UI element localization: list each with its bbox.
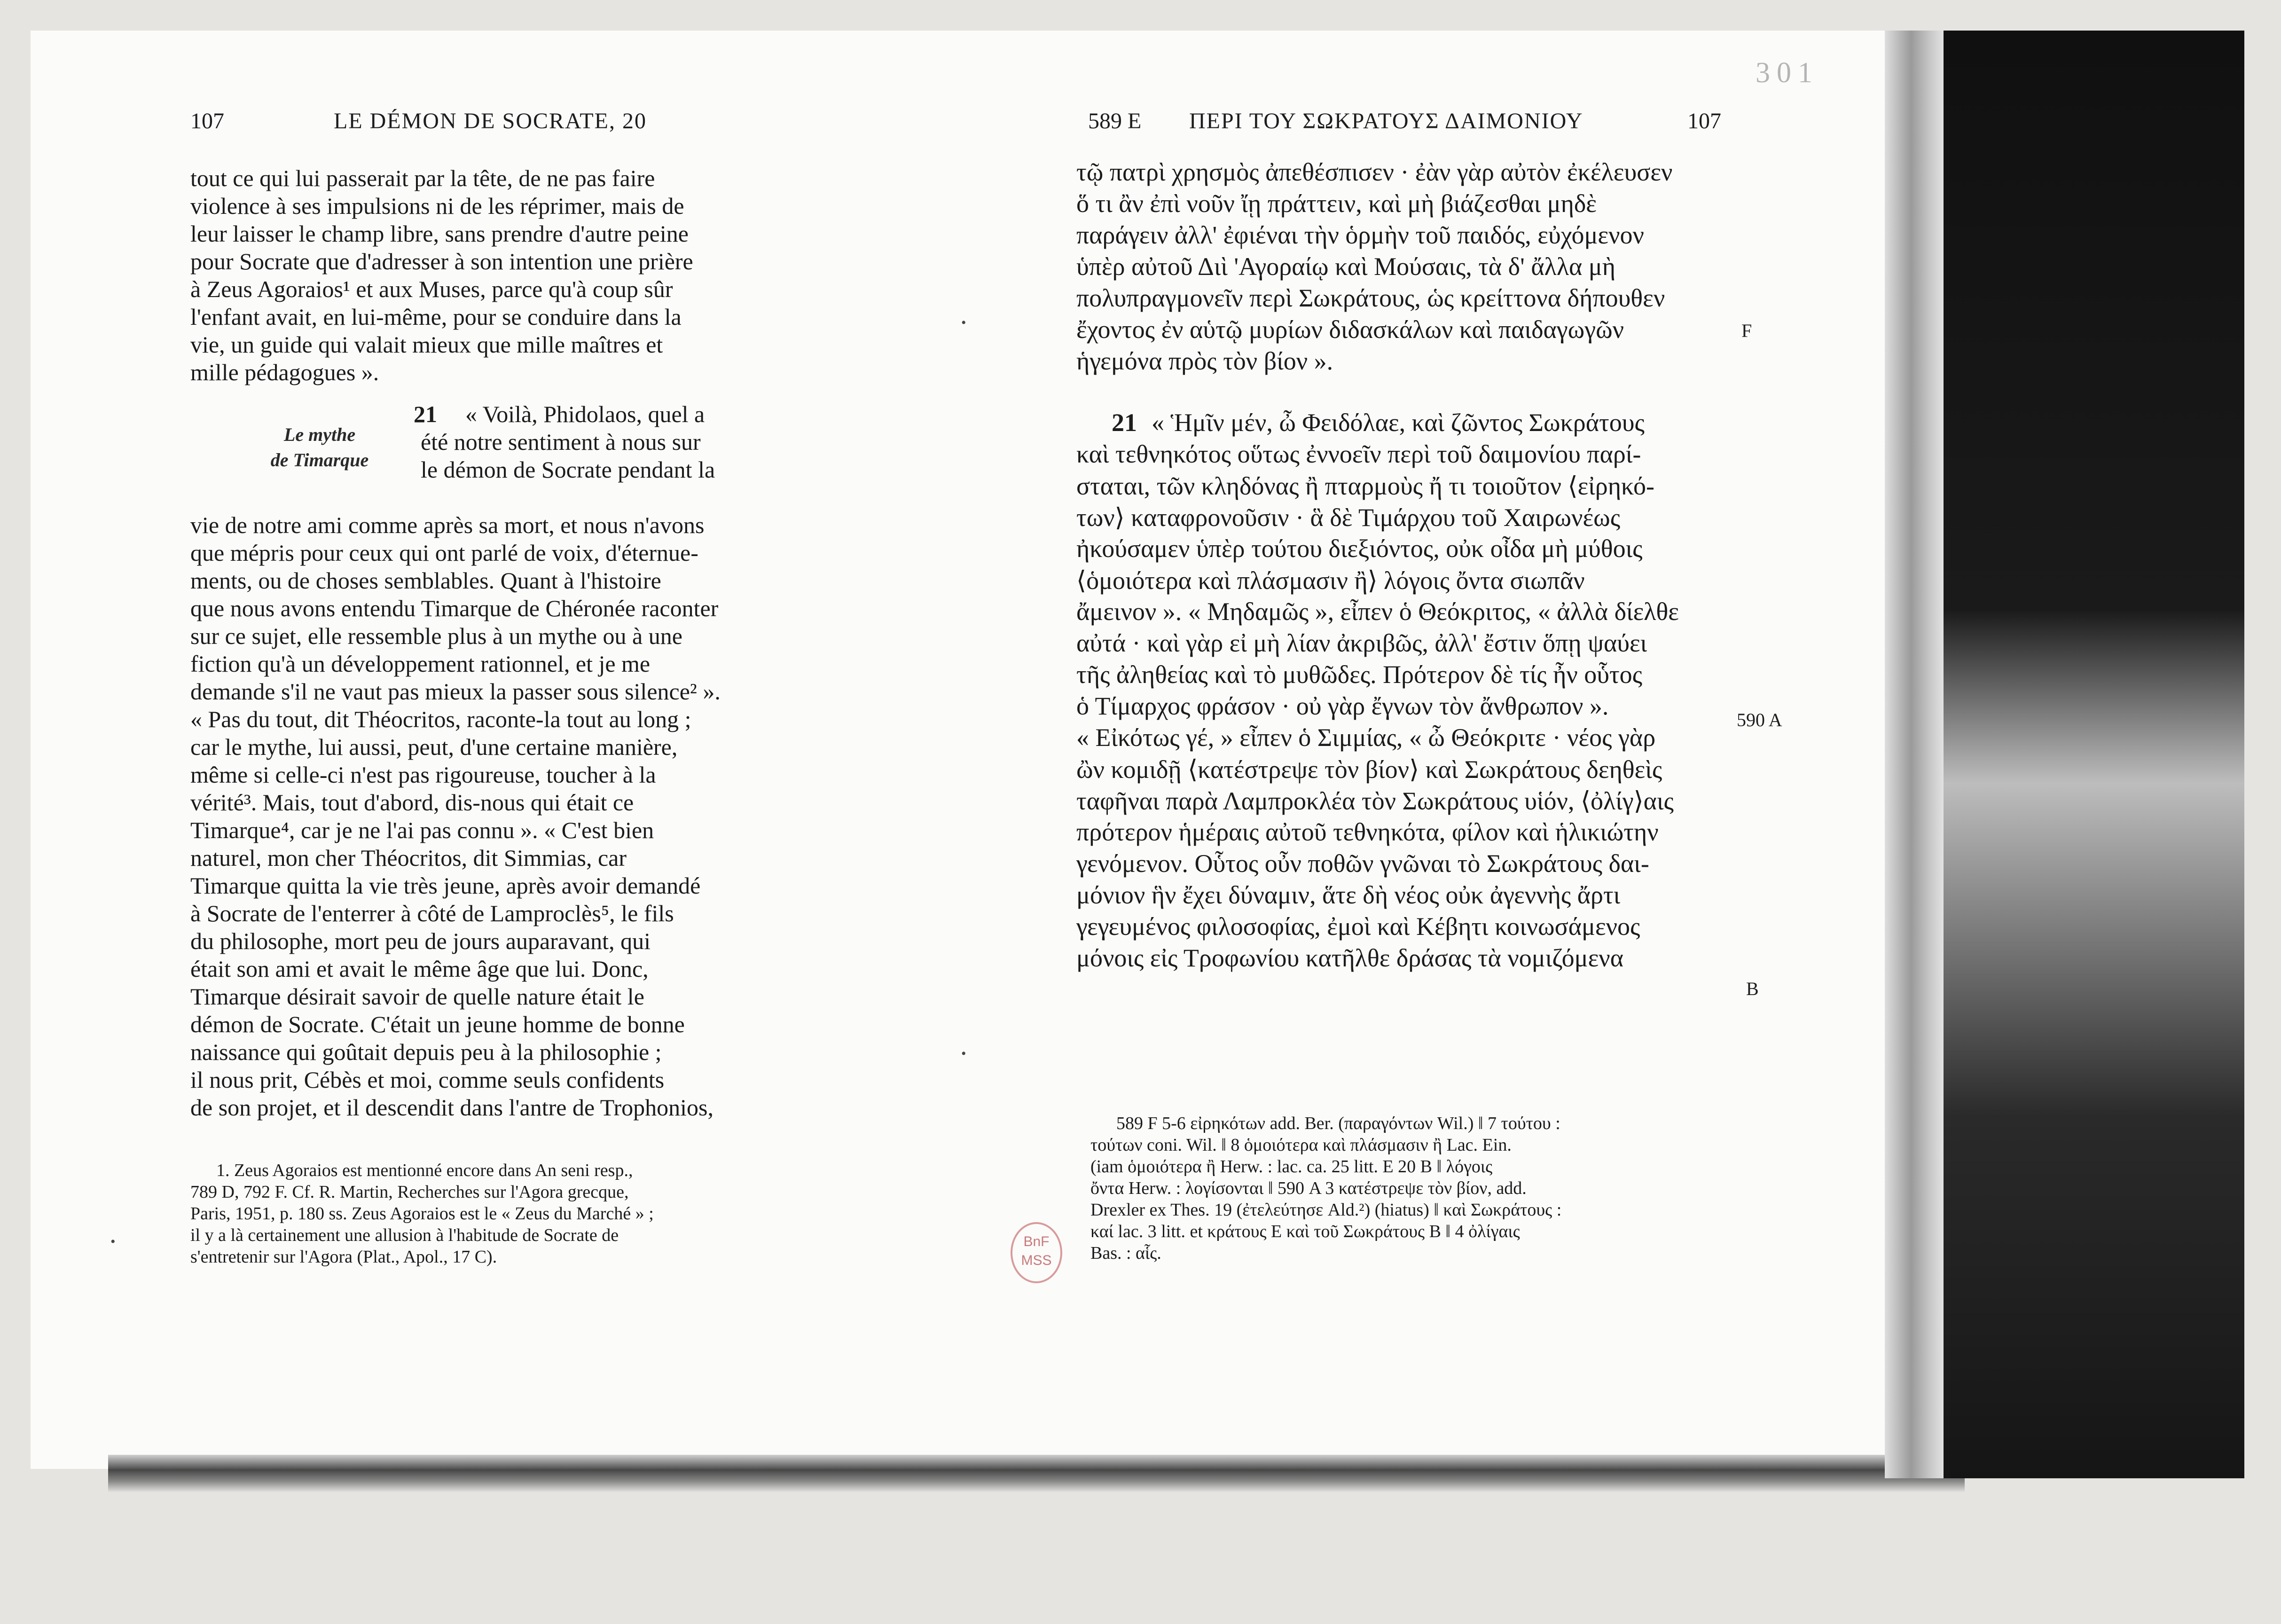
gutter-mark: • <box>961 1046 966 1061</box>
text-line: vie de notre ami comme après sa mort, et nous n'avons <box>190 512 705 538</box>
greek-line: « Ἡμῖν μέν, ὦ Φειδόλαε, καὶ ζῶντος Σωκράτους <box>1152 408 1645 437</box>
greek-line: γενόμενον. Οὗτος οὖν ποθῶν γνῶναι τὸ Σωκράτους δαι- <box>1076 849 1649 878</box>
apparatus-line: Bas. : αἷς. <box>1090 1243 1161 1263</box>
text-line: ments, ou de choses semblables. Quant à l'histoire <box>190 567 661 594</box>
apparatus-line: (iam ὁμοιότερα ἢ Herw. : lac. ca. 25 litt. E 20 B ‖ λόγοις <box>1090 1157 1493 1177</box>
text-line: mille pédagogues ». <box>190 359 379 385</box>
footnote-line: il y a là certainement une allusion à l'habitude de Socrate de <box>190 1225 619 1245</box>
text-line: l'enfant avait, en lui-même, pour se conduire dans la <box>190 304 682 330</box>
text-line: il nous prit, Cébès et moi, comme seuls confidents <box>190 1067 665 1093</box>
greek-line: καὶ τεθνηκότος οὕτως ἐννοεῖν περὶ τοῦ δαιμονίου παρί- <box>1076 440 1641 468</box>
text-line: leur laisser le champ libre, sans prendre d'autre peine <box>190 220 689 247</box>
text-line: tout ce qui lui passerait par la tête, de ne pas faire <box>190 165 655 191</box>
text-line: vérité³. Mais, tout d'abord, dis-nous qui était ce <box>190 789 634 816</box>
greek-line: ἄμεινον ». « Μηδαμῶς », εἶπεν ὁ Θεόκριτος, « ἀλλὰ δίελθε <box>1076 597 1679 626</box>
greek-line: πολυπραγμονεῖν περὶ Σωκράτους, ὡς κρείττονα δήπουθεν <box>1076 284 1665 312</box>
text-line: Timarque⁴, car je ne l'ai pas connu ». « C'est bien <box>190 817 654 843</box>
greek-line: παράγειν ἀλλ' ἐφιέναι τὴν ὁρμὴν τοῦ παιδός, εὐχόμενον <box>1076 221 1644 249</box>
greek-line: τῆς ἀληθείας καὶ τὸ μυθῶδες. Πρότερον δὲ τίς ἦν οὗτος <box>1076 660 1643 689</box>
greek-line: « Εἰκότως γέ, » εἶπεν ὁ Σιμμίας, « ὦ Θεόκριτε · νέος γὰρ <box>1076 723 1656 752</box>
apparatus-line: Drexler ex Thes. 19 (ἐτελεύτησε Ald.²) (hiatus) ‖ καὶ Σωκράτους : <box>1090 1200 1562 1220</box>
side-note-line: de Timarque <box>270 449 369 471</box>
text-line: Timarque désirait savoir de quelle nature était le <box>190 983 644 1010</box>
greek-line: μόνοις εἰς Τροφωνίου κατῆλθε δράσας τὰ νομιζόμενα <box>1076 944 1624 972</box>
side-note <box>249 422 390 473</box>
greek-line: των⟩ καταφρονοῦσιν · ἃ δὲ Τιμάρχου τοῦ Χαιρωνέως <box>1076 503 1621 532</box>
section-number-left: 21 <box>414 401 437 427</box>
text-line: fiction qu'à un développement rationnel, et je me <box>190 651 651 677</box>
greek-line: ἡγεμόνα πρὸς τὸν βίον ». <box>1076 347 1333 375</box>
text-line: même si celle-ci n'est pas rigoureuse, toucher à la <box>190 761 656 788</box>
greek-line: ⟨ὁμοιότερα καὶ πλάσμασιν ἢ⟩ λόγοις ὄντα σιωπᾶν <box>1076 566 1585 595</box>
text-line: que mépris pour ceux qui ont parlé de voix, d'éternue- <box>190 540 698 566</box>
apparatus-line: καί lac. 3 litt. et κράτους E καὶ τοῦ Σωκράτους B ‖ 4 ὀλίγαις <box>1090 1222 1520 1241</box>
text-line: car le mythe, lui aussi, peut, d'une certaine manière, <box>190 734 678 760</box>
greek-line: αὐτά · καὶ γὰρ εἰ μὴ λίαν ἀκριβῶς, ἀλλ' ἔστιν ὅπῃ ψαύει <box>1076 629 1647 657</box>
apparatus-line: τούτων coni. Wil. ‖ 8 ὁμοιότερα καὶ πλάσμασιν ἢ Lac. Ein. <box>1090 1135 1512 1155</box>
greek-line: ἔχοντος ἐν αὑτῷ μυρίων διδασκάλων καὶ παιδαγωγῶν <box>1076 315 1624 344</box>
greek-line: ὑπὲρ αὐτοῦ Διὶ 'Αγοραίῳ καὶ Μούσαις, τὰ δ' ἄλλα μὴ <box>1076 252 1615 281</box>
left-running-title: LE DÉMON DE SOCRATE, 20 <box>334 109 647 133</box>
gutter-mark: • <box>961 315 966 330</box>
text-line: du philosophe, mort peu de jours auparavant, qui <box>190 928 651 954</box>
text-line: été notre sentiment à nous sur <box>421 429 701 455</box>
margin-ref-b: B <box>1746 978 1759 999</box>
section-number-right: 21 <box>1112 408 1137 437</box>
greek-line: γεγευμένος φιλοσοφίας, ἐμοὶ καὶ Κέβητι κοινωσάμενος <box>1076 912 1640 941</box>
greek-line: μόνιον ἣν ἔχει δύναμιν, ἅτε δὴ νέος οὐκ ἀγεννὴς ἄρτι <box>1076 881 1621 909</box>
bottom-scan-shadow <box>108 1455 1965 1492</box>
scan-dark-band <box>1944 31 2244 1478</box>
apparatus-line: 589 F 5-6 εἰρηκότων add. Ber. (παραγόντων Wil.) ‖ 7 τούτου : <box>1116 1114 1560 1133</box>
library-stamp <box>1011 1222 1062 1283</box>
stamp-line: MSS <box>1021 1253 1052 1268</box>
text-line: « Voilà, Phidolaos, quel a <box>465 401 705 427</box>
text-line: de son projet, et il descendit dans l'antre de Trophonios, <box>190 1094 714 1121</box>
text-line: était son ami et avait le même âge que lui. Donc, <box>190 956 649 982</box>
greek-line: σταται, τῶν κληδόνας ἢ πταρμοὺς ἤ τι τοιοῦτον ⟨εἰρηκό- <box>1076 472 1655 500</box>
footnote-line: 1. Zeus Agoraios est mentionné encore dans An seni resp., <box>216 1161 633 1180</box>
greek-line: τῷ πατρὶ χρησμὸς ἀπεθέσπισεν · ἐὰν γὰρ αὐτὸν ἐκέλευσεν <box>1076 158 1673 186</box>
page-edge-strip <box>1885 31 1951 1478</box>
right-section-ref: 589 E <box>1088 109 1142 133</box>
text-line: que nous avons entendu Timarque de Chéronée raconter <box>190 595 719 621</box>
folio-number: 301 <box>1756 57 1819 89</box>
right-page-number: 107 <box>1687 109 1721 133</box>
footnote-line: 789 D, 792 F. Cf. R. Martin, Recherches sur l'Agora grecque, <box>190 1182 629 1202</box>
text-line: demande s'il ne vaut pas mieux la passer sous silence² ». <box>190 678 721 705</box>
right-running-title: ΠΕΡΙ ΤΟΥ ΣΩΚΡΑΤΟΥΣ ΔΑΙΜΟΝΙΟΥ <box>1189 109 1583 133</box>
text-line: vie, un guide qui valait mieux que mille maîtres et <box>190 331 663 358</box>
text-line: sur ce sujet, elle ressemble plus à un mythe ou à une <box>190 623 682 649</box>
margin-mark: • <box>110 1234 116 1249</box>
text-line: démon de Socrate. C'était un jeune homme de bonne <box>190 1011 685 1037</box>
left-page-number: 107 <box>190 109 224 133</box>
greek-line: ταφῆναι παρὰ Λαμπροκλέα τὸν Σωκράτους υἱόν, ⟨ὀλίγ⟩αις <box>1076 787 1674 815</box>
greek-line: ἠκούσαμεν ὑπὲρ τούτου διεξιόντος, οὐκ οἶδα μὴ μύθοις <box>1076 534 1643 563</box>
text-line: le démon de Socrate pendant la <box>421 456 715 483</box>
footnote-line: s'entretenir sur l'Agora (Plat., Apol., 17 C). <box>190 1247 497 1267</box>
text-line: à Zeus Agoraios¹ et aux Muses, parce qu'à coup sûr <box>190 276 673 302</box>
text-line: naissance qui goûtait depuis peu à la philosophie ; <box>190 1039 662 1065</box>
text-line: violence à ses impulsions ni de les réprimer, mais de <box>190 193 684 219</box>
side-note-line: Le mythe <box>283 424 356 445</box>
text-line: Timarque quitta la vie très jeune, après avoir demandé <box>190 872 701 899</box>
greek-line: ὅ τι ἂν ἐπὶ νοῦν ἴῃ πράττειν, καὶ μὴ βιάζεσθαι μηδὲ <box>1076 189 1597 218</box>
text-line: pour Socrate que d'adresser à son intention une prière <box>190 248 693 275</box>
greek-line: ὁ Τίμαρχος φράσον · οὐ γὰρ ἔγνων τὸν ἄνθρωπον ». <box>1076 692 1609 720</box>
text-line: naturel, mon cher Théocritos, dit Simmias, car <box>190 845 627 871</box>
stamp-line: BnF <box>1023 1234 1050 1249</box>
apparatus-line: ὄντα Herw. : λογίσονται ‖ 590 A 3 κατέστρεψε τὸν βίον, add. <box>1090 1178 1527 1198</box>
margin-ref-590a: 590 A <box>1737 709 1782 730</box>
text-line: « Pas du tout, dit Théocritos, raconte-la tout au long ; <box>190 706 691 732</box>
greek-line: ὢν κομιδῇ ⟨κατέστρεψε τὸν βίον⟩ καὶ Σωκράτους δεηθεὶς <box>1076 755 1662 784</box>
text-line: à Socrate de l'enterrer à côté de Lamproclès⁵, le fils <box>190 900 674 926</box>
footnote-line: Paris, 1951, p. 180 ss. Zeus Agoraios est le « Zeus du Marché » ; <box>190 1204 654 1224</box>
margin-ref-f: F <box>1741 320 1752 341</box>
greek-line: πρότερον ἡμέραις αὐτοῦ τεθνηκότα, φίλον καὶ ἡλικιώτην <box>1076 818 1659 846</box>
